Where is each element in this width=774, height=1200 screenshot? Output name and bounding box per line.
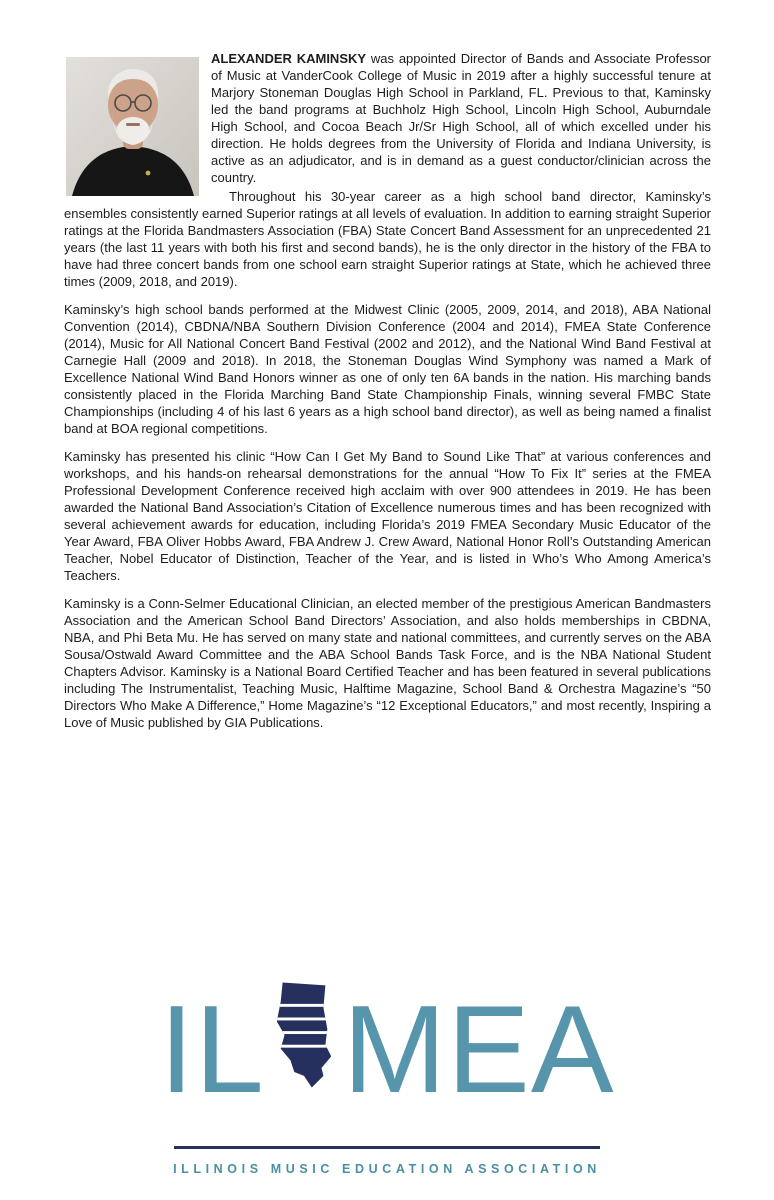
- bio-paragraph-1-text: was appointed Director of Bands and Associate Professor of Music at VanderCook College of Music in 2019 after a highly successful tenure at Marjory Stoneman Douglas High School in Parkland, FL. Previous to that, Kaminsky led the band programs at Buchholz High School, Lincoln High School, Auburndale High School, and Cocoa Beach Jr/Sr High School, all of which excelled under his direction. He holds degrees from the University of Florida and Indiana University, is active as an adjudicator, and is in demand as a guest conductor/clinician across the country.: [211, 51, 712, 185]
- logo-divider: [174, 1146, 600, 1149]
- illinois-state-icon: [269, 978, 339, 1092]
- ilmea-logo-word: [159, 978, 615, 1119]
- logo-tagline: ILLINOIS MUSIC EDUCATION ASSOCIATION: [173, 1162, 601, 1176]
- logo-text-il: IL: [159, 981, 265, 1119]
- bio-paragraph-4: Kaminsky has presented his clinic “How Can I Get My Band to Sound Like That” at various conferences and workshops, and his hands-on rehearsal demonstrations for the annual “How To Fix It” series at the FMEA Professional Development Conference received high acclaim with over 900 attendees in 2019. He has been awarded the National Band Association’s Citation of Excellence numerous times and has been recognized with several achievement awards for education, including Florida’s 2019 FMEA Secondary Music Educator of the Year Award, FBA Oliver Hobbs Award, FBA Andrew J. Crew Award, National Honor Roll’s Outstanding American Teacher, Nobel Educator of Distinction, Teacher of the Year, and is listed in Who’s Who Among America’s Teachers.: [64, 449, 711, 583]
- bio-paragraph-5: Kaminsky is a Conn-Selmer Educational Clinician, an elected member of the prestigious American Bandmasters Association and the American School Band Directors’ Association, and also holds memberships in CBDNA, NBA, and Phi Beta Mu. He has served on many state and national committees, and currently serves on the ABA Sousa/Ostwald Award Committee and the ABA School Bands Task Force, and is the NBA National Student Chapters Advisor. Kaminsky is a National Board Certified Teacher and has been featured in several publications including The Instrumentalist, Teaching Music, Halftime Magazine, School Band & Orchestra Magazine’s “50 Directors Who Make A Difference,” Home Magazine’s “12 Exceptional Educators,” and most recently, Inspiring a Love of Music published by GIA Publications.: [64, 596, 711, 730]
- logo-text-mea: MEA: [342, 981, 615, 1119]
- person-name: ALEXANDER KAMINSKY: [211, 51, 367, 66]
- portrait-photo-image: [66, 57, 199, 196]
- bio-paragraph-3: Kaminsky’s high school bands performed at the Midwest Clinic (2005, 2009, 2014, and 2018), ABA National Convention (2014), CBDNA/NBA Southern Division Conference (2004 and 2014), FMEA State Conference (2014), Music for All National Concert Band Festival (2002 and 2012), and the National Wind Band Festival at Carnegie Hall (2009 and 2018). In 2018, the Stoneman Douglas Wind Symphony was named a Mark of Excellence National Wind Band Honors winner as one of only ten 6A bands in the nation. His marching bands consistently placed in the Florida Marching Band State Championship Finals, winning several FMBC State Championships (including 4 of his last 6 years as a high school band director), as well as being named a finalist band at BOA regional competitions.: [64, 302, 711, 436]
- portrait-photo: [66, 57, 199, 196]
- bio-paragraph-2: Throughout his 30-year career as a high school band director, Kaminsky’s ensembles consistently earned Superior ratings at all levels of evaluation. In addition to earning straight Superior ratings at the Florida Bandmasters Association (FBA) State Concert Band Assessment for an unprecedented 21 years (the last 11 years with both his first and second bands), he is the only director in the history of the FBA to have had three concert bands from one school earn straight Superior ratings at State, which he achieved three times (2009, 2018, and 2019).: [64, 189, 711, 289]
- ilmea-logo: [0, 978, 774, 1176]
